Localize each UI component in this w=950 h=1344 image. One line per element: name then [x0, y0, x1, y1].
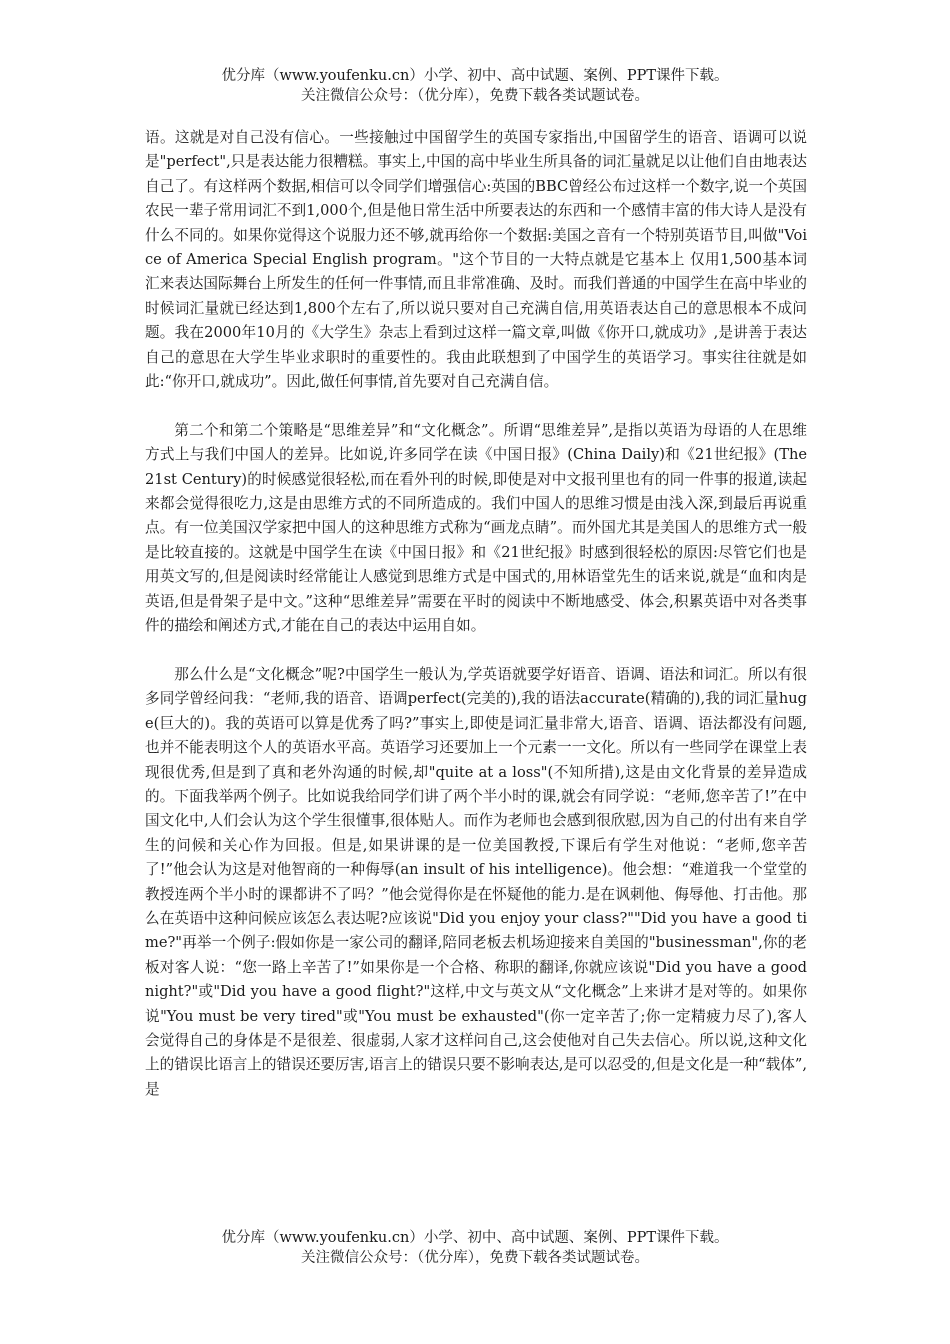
- paragraph-culture-concept: 那么什么是“文化概念”呢?中国学生一般认为,学英语就要学好语音、语调、语法和词汇。所以有很多同学曾经问我：“老师,我的语音、语调perfect(完美的),我的语法accurate(精确的),我的词汇量huge(巨大的)。我的英语可以算是优秀了吗?”事实上,即使是词汇量非常大,语音、语调、语法都没有问题,也并不能表明这个人的英语水平高。英语学习还要加上一个元素一一文化。所以有一些同学在课堂上表现很优秀,但是到了真和老外沟通的时候,却"quite at a loss"(不知所措),这是由文化背景的差异造成的。下面我举两个例子。比如说我给同学们讲了两个半小时的课,就会有同学说：“老师,您辛苦了!”在中国文化中,人们会认为这个学生很懂事,很体贴人。而作为老师也会感到很欣慰,因为自己的付出有来自学生的问候和关心作为回报。但是,如果讲课的是一位美国教授,下课后有学生对他说：“老师,您辛苦了!”他会认为这是对他智商的一种侮辱(an insult of his intelligence)。他会想：“难道我一个堂堂的教授连两个半小时的课都讲不了吗？”他会觉得你是在怀疑他的能力.是在讽刺他、侮辱他、打击他。那么在英语中这种问候应该怎么表达呢?应该说"Did you enjoy your class?""Did you have a good time?"再举一个例子:假如你是一家公司的翻译,陪同老板去机场迎接来自美国的"businessman",你的老板对客人说：“您一路上辛苦了!”如果你是一个合格、称职的翻译,你就应该说"Did you have a good night?"或"Did you have a good flight?"这样,中文与英文从“文化概念”上来讲才是对等的。如果你说"You must be very tired"或"You must be exhausted"(你一定辛苦了;你一定精疲力尽了),客人会觉得自己的身体是不是很差、很虚弱,人家才这样问自己,这会使他对自己失去信心。所以说,这种文化上的错误比语言上的错误还要厉害,语言上的错误只要不影响表达,是可以忍受的,但是文化是一种“载体”,是: [145, 665, 807, 1098]
- header-wechat-line: 关注微信公众号：（优分库），免费下载各类试题试卷。: [301, 88, 649, 104]
- footer-site-line: 优分库（www.youfenku.cn）小学、初中、高中试题、案例、PPT课件下载。: [221, 1230, 729, 1246]
- page-header: [0, 66, 950, 106]
- page-footer: [0, 1228, 950, 1268]
- document-body: [145, 126, 807, 1102]
- header-site-line: 优分库（www.youfenku.cn）小学、初中、高中试题、案例、PPT课件下载。: [221, 68, 729, 84]
- footer-wechat-line: 关注微信公众号：（优分库），免费下载各类试题试卷。: [301, 1250, 649, 1266]
- paragraph-thinking-difference: 第二个和第二个策略是“思维差异”和“文化概念”。所谓“思维差异”,是指以英语为母语的人在思维方式上与我们中国人的差异。比如说,许多同学在读《中国日报》(China Daily)和《21世纪报》(The 21st Century)的时候感觉很轻松,而在看外刊的时候,即使是对中文报刊里也有的同一件事的报道,读起来都会觉得很吃力,这是由思维方式的不同所造成的。我们中国人的思维习惯是由浅入深,到最后再说重点。有一位美国汉学家把中国人的这种思维方式称为“画龙点睛”。而外国尤其是美国人的思维方式一般是比较直接的。这就是中国学生在读《中国日报》和《21世纪报》时感到很轻松的原因:尽管它们也是用英文写的,但是阅读时经常能让人感觉到思维方式是中国式的,用林语堂先生的话来说,就是“血和肉是英语,但是骨架子是中文。”这种“思维差异”需要在平时的阅读中不断地感受、体会,积累英语中对各类事件的描绘和阐述方式,才能在自己的表达中运用自如。: [145, 421, 807, 635]
- paragraph-confidence: 语。这就是对自己没有信心。一些接触过中国留学生的英国专家指出,中国留学生的语音、语调可以说是"perfect",只是表达能力很糟糕。事实上,中国的高中毕业生所具备的词汇量就足以让他们自由地表达自己了。有这样两个数据,相信可以令同学们增强信心:英国的BBC曾经公布过这样一个数字,说一个英国农民一辈子常用词汇不到1,000个,但是他日常生活中所要表达的东西和一个感情丰富的伟大诗人是没有什么不同的。如果你觉得这个说服力还不够,就再给你一个数据:美国之音有一个特别英语节目,叫做"Voice of America Special English program。"这个节目的一大特点就是它基本上 仅用1,500基本词汇来表达国际舞台上所发生的任何一件事情,而且非常准确、及时。而我们普通的中国学生在高中毕业的时候词汇量就已经达到1,800个左右了,所以说只要对自己充满自信,用英语表达自己的意思根本不成问题。我在2000年10月的《大学生》杂志上看到过这样一篇文章,叫做《你开口,就成功》,是讲善于表达自己的意思在大学生毕业求职时的重要性的。我由此联想到了中国学生的英语学习。事实往往就是如此:“你开口,就成功”。因此,做任何事情,首先要对自己充满自信。: [145, 129, 807, 391]
